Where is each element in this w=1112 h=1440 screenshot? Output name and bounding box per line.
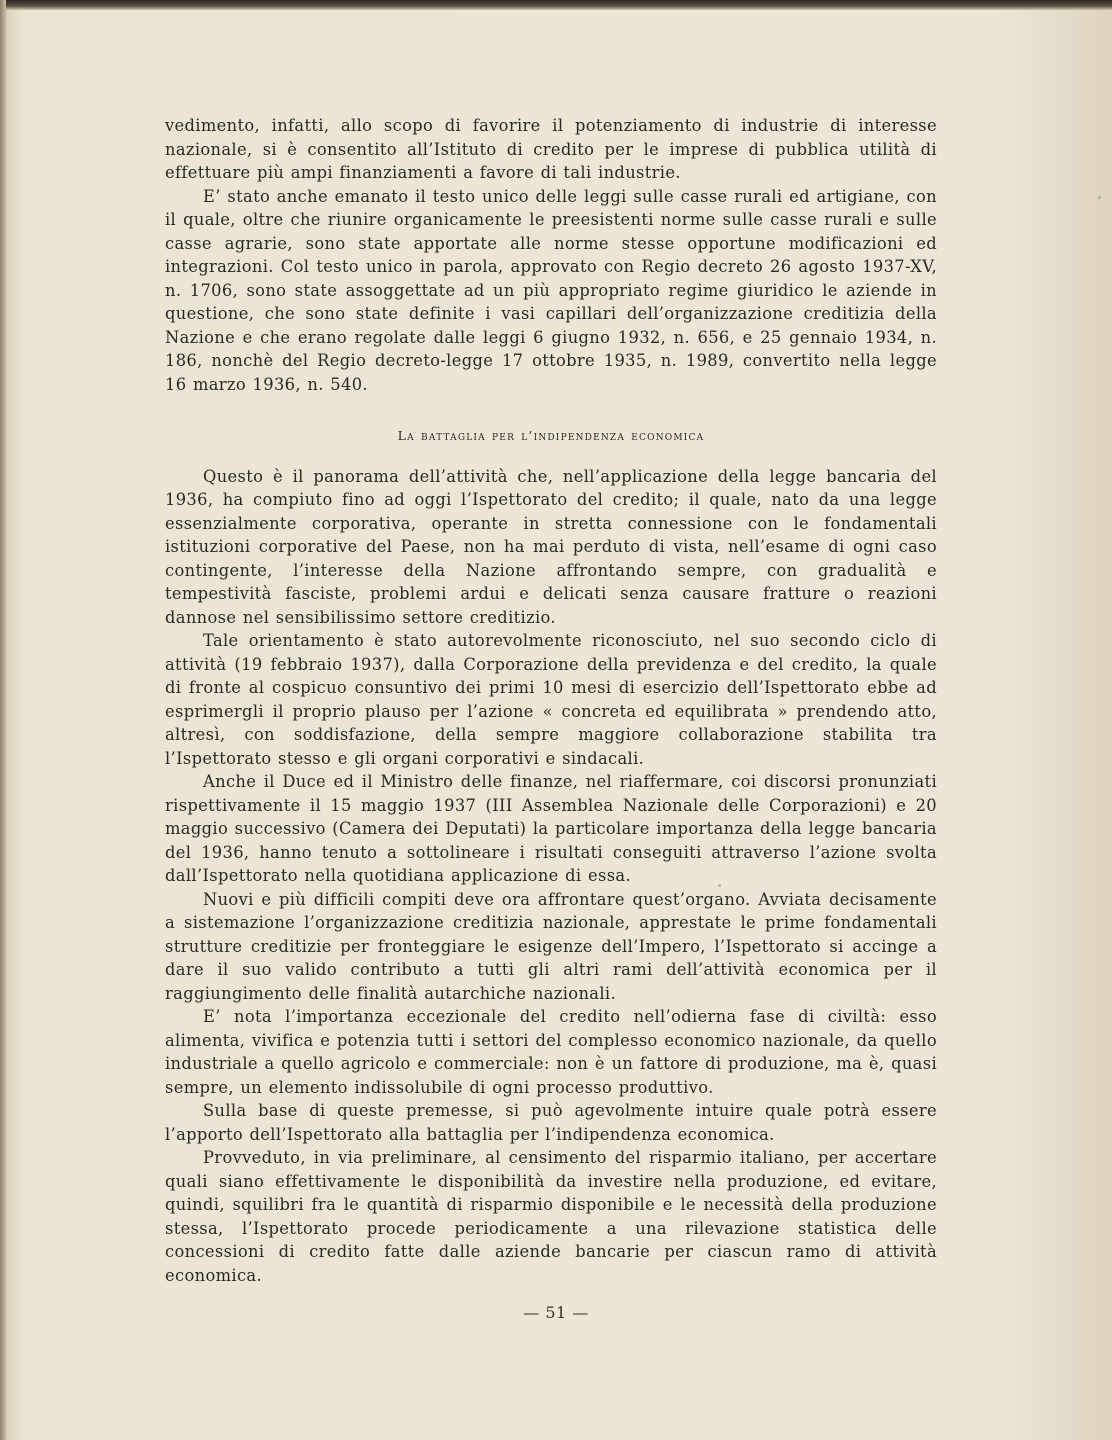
paragraph: Tale orientamento è stato autorevolmente riconosciuto, nel suo secondo ciclo di attività (19 febbraio 1937), dalla Corporazione della previdenza e del credito, la quale di fronte al cospicuo consuntivo dei primi 10 mesi di esercizio dell’Ispettorato ebbe ad esprimergli il proprio plauso per l’azione « concreta ed equilibrata » prendendo atto, altresì, con soddisfazione, della sempre maggiore collaborazione stabilita tra l’Ispettorato stesso e gli organi corporativi e sindacali. [165, 631, 937, 768]
paper-speck [718, 884, 721, 887]
paragraph-continuation: vedimento, infatti, allo scopo di favorire il potenziamento di industrie di interesse nazionale, si è consentito all’Istituto di credito per le imprese di pubblica utilità di effettuare più ampi finanziamenti a favore di tali industrie. [165, 116, 937, 182]
paragraph: Provveduto, in via preliminare, al censimento del risparmio italiano, per accertare quali siano effettivamente le disponibilità da investire nella produzione, ed evitare, quindi, squilibri fra le quantità di risparmio disponibile e le necessità della produzione stessa, l’Ispettorato procede periodicamente a una rilevazione statistica delle concessioni di credito fatte dalle aziende bancarie per ciascun ramo di attività economica. [165, 1148, 937, 1285]
paper-speck [1098, 196, 1101, 199]
paragraph: E’ nota l’importanza eccezionale del credito nell’odierna fase di civiltà: esso alimenta, vivifica e potenzia tutti i settori del complesso economico nazionale, da quello industriale a quello agricolo e commerciale: non è un fattore di produzione, ma è, quasi sempre, un elemento indissolubile di ogni processo produttivo. [165, 1007, 937, 1097]
paragraph: Questo è il panorama dell’attività che, nell’applicazione della legge bancaria del 1936, ha compiuto fino ad oggi l’Ispettorato del credito; il quale, nato da una legge essenzialmente corporativa, operante in stretta connessione con le fondamentali istituzioni corporative del Paese, non ha mai perduto di vista, nell’esame di ogni caso contingente, l’interesse della Nazione affrontando sempre, con gradualità e tempestività fasciste, problemi ardui e delicati senza causare fratture o reazioni dannose nel sensibilissimo settore creditizio. [165, 466, 937, 627]
paragraph: Nuovi e più difficili compiti deve ora affrontare quest’organo. Avviata decisamente a sistemazione l’organizzazione creditizia nazionale, apprestate le prime fondamentali strutture creditizie per fronteggiare le esigenze dell’Impero, l’Ispettorato si accinge a dare il suo valido contributo a tutti gli altri rami dell’attività economica per il raggiungimento delle finalità autarchiche nazionali. [165, 889, 937, 1003]
paragraph: Sulla base di queste premesse, si può agevolmente intuire quale potrà essere l’apporto dell’Ispettorato alla battaglia per l’indipendenza economica. [165, 1101, 937, 1144]
page-body [165, 114, 937, 1287]
page-number: — 51 — [523, 1303, 589, 1322]
scan-top-border [0, 0, 1112, 10]
paragraph-testo-unico: E’ stato anche emanato il testo unico delle leggi sulle casse rurali ed artigiane, con il quale, oltre che riunire organicamente le preesistenti norme sulle casse rurali e sulle casse agrarie, sono state apportate alle norme stesse opportune modificazioni ed integrazioni. Col testo unico in parola, approvato con Regio decreto 26 agosto 1937-XV, n. 1706, sono state assoggettate ad un più appropriato regime giuridico le aziende in questione, che sono state definite i vasi capillari dell’organizzazione creditizia della Nazione e che erano regolate dalle leggi 6 giugno 1932, n. 656, e 25 gennaio 1934, n. 186, nonchè del Regio decreto-legge 17 ottobre 1935, n. 1989, convertito nella legge 16 marzo 1936, n. 540. [165, 186, 937, 394]
section-heading: La battaglia per l’indipendenza economica [397, 428, 705, 443]
scan-left-border [0, 0, 6, 1440]
paragraph: Anche il Duce ed il Ministro delle finanze, nel riaffermare, coi discorsi pronunziati rispettivamente il 15 maggio 1937 (III Assemblea Nazionale delle Corporazioni) e 20 maggio successivo (Camera dei Deputati) la particolare importanza della legge bancaria del 1936, hanno tenuto a sottolineare i risultati conseguiti attraverso l’azione svolta dall’Ispettorato nella quotidiana applicazione di essa. [165, 772, 937, 885]
